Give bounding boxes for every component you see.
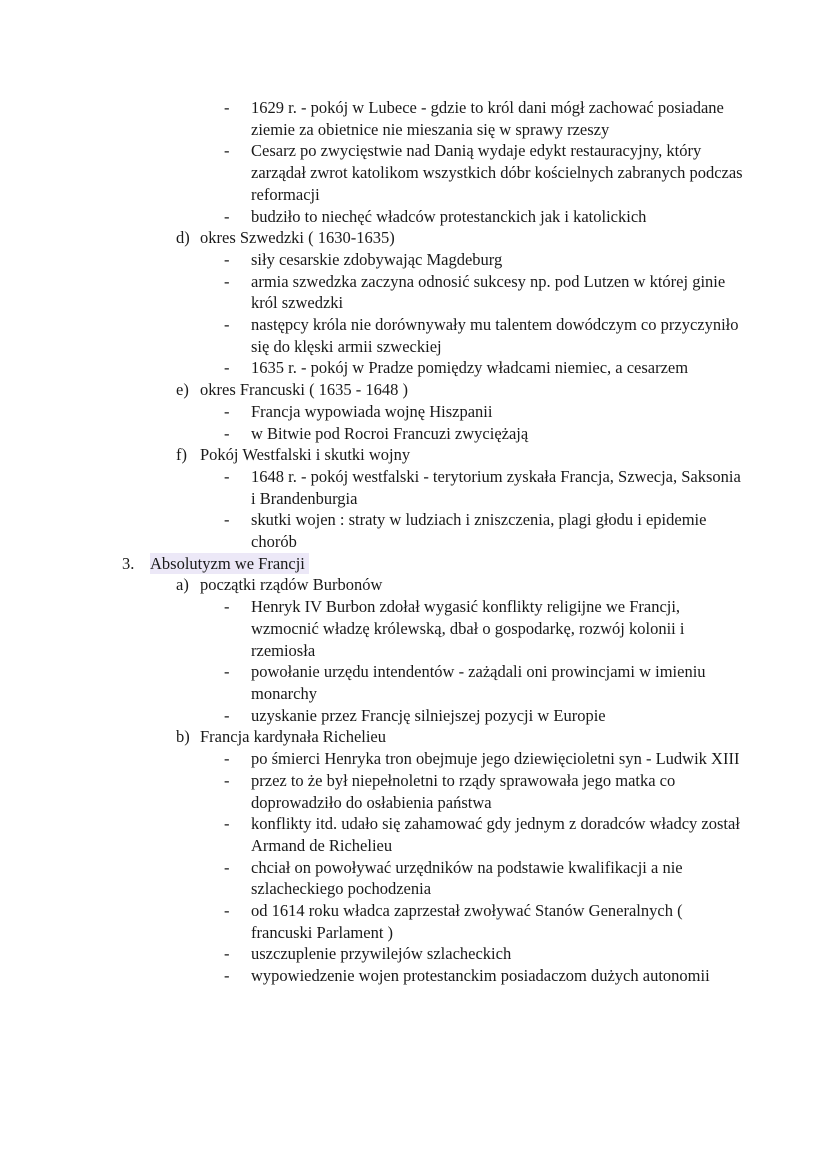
bullet-item (0, 423, 828, 445)
item-text: okres Francuski ( 1635 - 1648 ) (200, 380, 409, 400)
bullet-item (0, 357, 828, 379)
item-text: siły cesarskie zdobywając Magdeburg (251, 249, 503, 269)
item-text: konflikty itd. udało się zahamować gdy jednym z doradców władcy został Armand de Richelieu (251, 814, 740, 855)
item-text: Henryk IV Burbon zdołał wygasić konflikty religijne we Francji, wzmocnić władzę królewską, dbał o gospodarkę, rozwój kolonii i rzemiosła (251, 597, 685, 660)
bullet-item (0, 401, 828, 423)
item-text: uzyskanie przez Francję silniejszej pozycji w Europie (251, 705, 606, 725)
bullet-marker: - (224, 901, 230, 921)
item-text: 1635 r. - pokój w Pradze pomiędzy władcami niemiec, a cesarzem (251, 358, 689, 378)
list-number: 3. (122, 553, 135, 573)
bullet-marker: - (224, 98, 230, 117)
bullet-marker: - (224, 401, 230, 421)
bullet-marker: - (224, 423, 230, 443)
bullet-item (0, 314, 828, 357)
item-text: w Bitwie pod Rocroi Francuzi zwyciężają (251, 423, 529, 443)
bullet-marker: - (224, 510, 230, 530)
item-text: Francja wypowiada wojnę Hiszpanii (251, 401, 493, 421)
bullet-marker: - (224, 857, 230, 877)
bullet-marker: - (224, 249, 230, 269)
bullet-item (0, 943, 828, 965)
item-text: po śmierci Henryka tron obejmuje jego dziewięcioletni syn - Ludwik XIII (251, 749, 740, 769)
bullet-marker: - (224, 749, 230, 769)
item-text: budziło to niechęć władców protestanckich jak i katolickich (251, 206, 647, 226)
subsection-heading (0, 444, 828, 466)
bullet-marker: - (224, 705, 230, 725)
bullet-item (0, 271, 828, 314)
document-page (0, 97, 828, 987)
bullet-marker: - (224, 966, 230, 986)
item-text: Absolutyzm we Francji (150, 553, 309, 575)
bullet-marker: - (224, 770, 230, 790)
list-number: b) (176, 727, 190, 747)
item-text: 1648 r. - pokój westfalski - terytorium zyskała Francja, Szwecja, Saksonia i Brandenburgia (251, 466, 741, 508)
bullet-item (0, 770, 828, 813)
item-text: okres Szwedzki ( 1630-1635) (200, 228, 395, 248)
bullet-item (0, 900, 828, 943)
item-text: powołanie urzędu intendentów - zażądali oni prowincjami w imieniu monarchy (251, 662, 706, 703)
subsection-heading (0, 726, 828, 748)
subsection-heading (0, 227, 828, 249)
bullet-marker: - (224, 315, 230, 335)
item-text: armia szwedzka zaczyna odnosić sukcesy np. pod Lutzen w której ginie król szwedzki (251, 271, 726, 313)
bullet-item (0, 965, 828, 987)
bullet-item (0, 748, 828, 770)
list-number: a) (176, 575, 189, 595)
bullet-marker: - (224, 141, 230, 161)
item-text: następcy króla nie dorównywały mu talentem dowódczym co przyczyniło się do klęski armii szweckiej (251, 315, 739, 356)
item-text: przez to że był niepełnoletni to rządy sprawowała jego matka co doprowadziło do osłabienia państwa (251, 770, 676, 812)
bullet-item (0, 705, 828, 727)
bullet-item (0, 813, 828, 856)
item-text: Cesarz po zwycięstwie nad Danią wydaje edykt restauracyjny, który zarządał zwrot katolikom wszystkich dóbr kościelnych zabranych podczas reformacji (251, 141, 743, 204)
bullet-marker: - (224, 271, 230, 291)
bullet-item (0, 249, 828, 271)
item-text: Francja kardynała Richelieu (200, 727, 387, 747)
list-number: d) (176, 228, 190, 248)
bullet-item (0, 97, 828, 140)
bullet-item (0, 857, 828, 900)
bullet-marker: - (224, 466, 230, 486)
bullet-marker: - (224, 206, 230, 226)
list-number: f) (176, 445, 187, 465)
bullet-marker: - (224, 358, 230, 378)
item-text: Pokój Westfalski i skutki wojny (200, 445, 411, 465)
subsection-heading (0, 574, 828, 596)
item-text: wypowiedzenie wojen protestanckim posiadaczom dużych autonomii (251, 966, 710, 986)
item-text: uszczuplenie przywilejów szlacheckich (251, 944, 512, 964)
bullet-item (0, 661, 828, 704)
bullet-marker: - (224, 662, 230, 682)
list-number: e) (176, 380, 189, 400)
bullet-item (0, 509, 828, 552)
item-text: skutki wojen : straty w ludziach i zniszczenia, plagi głodu i epidemie chorób (251, 510, 707, 552)
item-text: początki rządów Burbonów (200, 575, 383, 595)
item-text: 1629 r. - pokój w Lubece - gdzie to król dani mógł zachować posiadane ziemie za obietnice nie mieszania się w sprawy rzeszy (251, 98, 724, 139)
bullet-item (0, 466, 828, 509)
bullet-item (0, 206, 828, 228)
bullet-marker: - (224, 597, 230, 617)
bullet-marker: - (224, 944, 230, 964)
bullet-marker: - (224, 814, 230, 834)
item-text: chciał on powoływać urzędników na podstawie kwalifikacji a nie szlacheckiego pochodzenia (251, 857, 683, 899)
bullet-item (0, 140, 828, 205)
subsection-heading (0, 379, 828, 401)
section-heading (0, 553, 828, 575)
bullet-item (0, 596, 828, 661)
item-text: od 1614 roku władca zaprzestał zwoływać Stanów Generalnych ( francuski Parlament ) (251, 901, 683, 942)
